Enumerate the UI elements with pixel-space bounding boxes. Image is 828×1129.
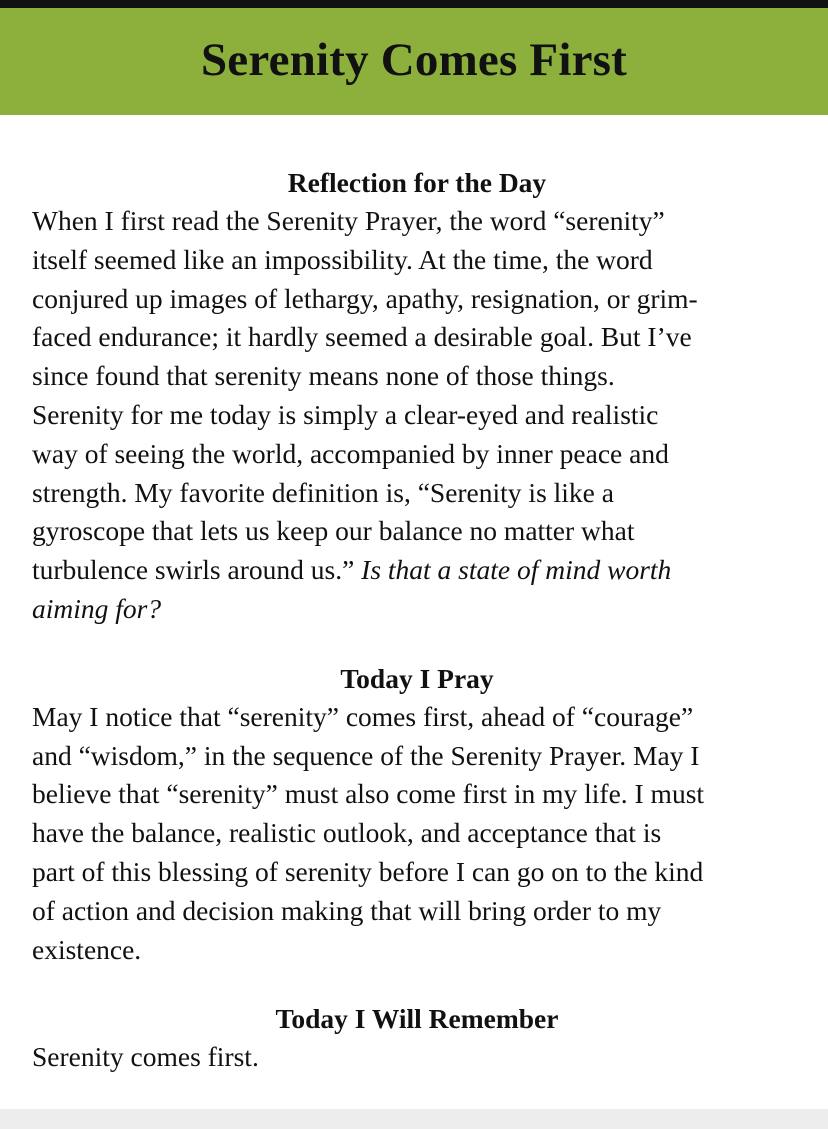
- body-line: of action and decision making that will bring order to my: [32, 894, 662, 926]
- body-line: gyroscope that lets us keep our balance no matter what: [32, 515, 635, 547]
- section-heading-remember: Today I Will Remember: [275, 1003, 559, 1035]
- body-line: itself seemed like an impossibility. At the time, the word: [32, 243, 653, 275]
- body-line: Serenity for me today is simply a clear-eyed and realistic: [32, 398, 659, 430]
- top-status-bar: [0, 0, 828, 8]
- title-banner: [0, 8, 828, 115]
- body-line: part of this blessing of serenity before I can go on to the kind: [32, 855, 704, 887]
- section-body-remember: [32, 1038, 802, 1077]
- italic-question: Is that a state of mind worth: [361, 554, 672, 586]
- reading-content: [32, 163, 802, 1077]
- body-line: since found that serenity means none of those things.: [32, 360, 615, 392]
- section-today-i-pray: [32, 659, 802, 970]
- section-heading-pray: Today I Pray: [340, 662, 494, 694]
- body-line: faced endurance; it hardly seemed a desirable goal. But I’ve: [32, 321, 692, 353]
- section-heading-reflection: Reflection for the Day: [287, 167, 547, 198]
- body-line: Serenity comes first.: [32, 1041, 259, 1073]
- section-body-pray: [32, 698, 802, 970]
- body-line: way of seeing the world, accompanied by inner peace and: [32, 437, 669, 469]
- body-line: [32, 551, 802, 590]
- body-line: When I first read the Serenity Prayer, the word “serenity”: [32, 205, 665, 236]
- section-reflection: [32, 163, 802, 629]
- page-title: Serenity Comes First: [200, 33, 628, 86]
- body-line: May I notice that “serenity” comes first, ahead of “courage”: [32, 700, 694, 732]
- body-line: and “wisdom,” in the sequence of the Serenity Prayer. May I: [32, 739, 700, 771]
- body-line: existence.: [32, 933, 142, 965]
- bottom-bar: [0, 1109, 828, 1129]
- body-line: [32, 590, 802, 629]
- italic-question-tail: aiming for?: [32, 592, 162, 624]
- body-line: have the balance, realistic outlook, and acceptance that is: [32, 817, 662, 849]
- body-line: believe that “serenity” must also come first in my life. I must: [32, 778, 705, 810]
- body-line: strength. My favorite definition is, “Serenity is like a: [32, 476, 614, 508]
- section-body-reflection: [32, 202, 802, 629]
- body-text: turbulence swirls around us.”: [32, 554, 362, 586]
- section-today-i-will-remember: [32, 999, 802, 1077]
- body-line: conjured up images of lethargy, apathy, resignation, or grim-: [32, 282, 698, 314]
